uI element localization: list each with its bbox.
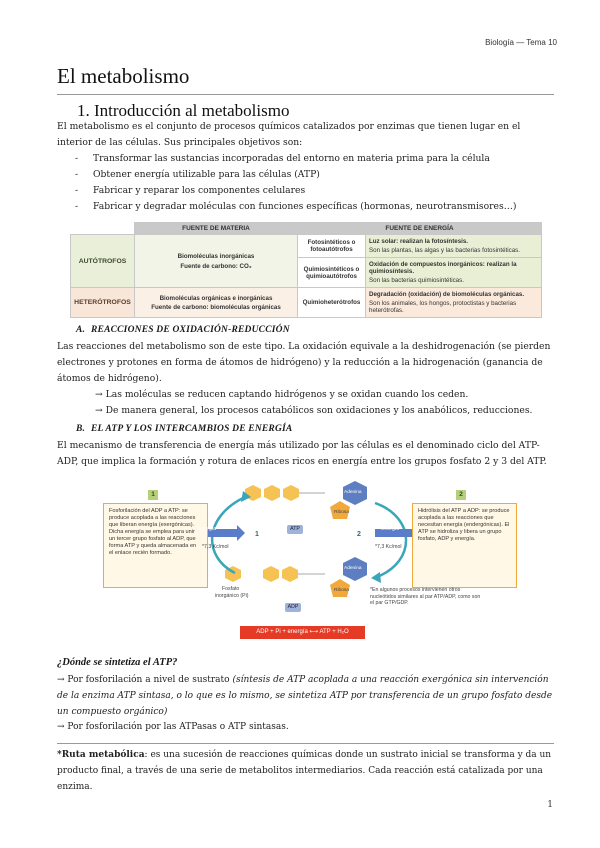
autotrofos-materia-line1: Biomoléculas inorgánicas	[177, 252, 255, 260]
section-a-title: REACCIONES DE OXIDACIÓN-REDUCCIÓN	[91, 325, 290, 335]
atp-phosphate-chain	[245, 485, 325, 501]
autotrofos-materia	[135, 235, 298, 288]
list-item: - Fabricar y degradar moléculas con funciones específicas (hormonas, neurotransmisores…)	[75, 199, 555, 215]
section-1-heading: 1. Introducción al metabolismo	[77, 101, 290, 120]
sintesis-line-1-detail: (síntesis de ATP acoplada a una reacción exergónica sin intervención de la enzima ATP sintasa, o lo que es lo mismo, se sintetiza ATP por transferencia de un grupo fosfato desde un compuesto orgánico)	[57, 675, 553, 717]
page-number: 1	[547, 800, 553, 810]
footnote	[57, 747, 557, 795]
section-a-heading	[76, 325, 290, 335]
row-header-heterotrofos: HETERÓTROFOS	[71, 288, 135, 318]
heterotrofos-materia-line1: Biomoléculas orgánicas e inorgánicas	[159, 294, 273, 302]
adp-label: ADP	[285, 603, 301, 612]
step-2-badge: 2	[456, 490, 466, 500]
kcal-left-label: *7,3 Kc/mol	[202, 544, 229, 550]
list-item: - Fabricar y reparar los componentes celulares	[75, 183, 555, 199]
section-b-letter: B.	[76, 424, 86, 434]
section-a-arrow-1: → Las moléculas se reducen captando hidrógenos y se oxidan cuando los ceden.	[95, 389, 469, 400]
atp-equation-banner: ADP + Pi + energía ⟷ ATP + H₂O	[240, 626, 365, 639]
atp-adp-cycle-diagram	[85, 477, 525, 647]
cycle-arrow-right	[375, 503, 406, 577]
sintesis-heading: ¿Dónde se sintetiza el ATP?	[57, 657, 178, 668]
fosfato-label: inorgánico (Pi)	[215, 593, 249, 599]
desc-line: Luz solar: realizan la fotosíntesis.	[369, 238, 469, 245]
atp-label: ATP	[287, 525, 303, 534]
nutrition-types-table	[70, 222, 542, 318]
adenina-bottom-label: Adenina	[344, 566, 362, 571]
section-b-title: EL ATP Y LOS INTERCAMBIOS DE ENERGÍA	[91, 424, 293, 434]
table-corner	[71, 223, 135, 235]
page-title: El metabolismo	[57, 64, 190, 88]
nucleotide-note: *En algunos procesos intervienen otros nucleótidos similares al par ATP/ADP, como son el par GTP/GDP.	[370, 587, 481, 606]
hidrolisis-box: Hidrólisis del ATP a ADP: se produce acoplada a las reacciones que necesitan energía (endergónicas). El ATP se hidroliza y libera un grupo fosfato, ADP y energía.	[412, 503, 517, 588]
list-item: - Transformar las sustancias incorporadas del entorno en materia prima para la célula	[75, 151, 555, 167]
section-b-text: El mecanismo de transferencia de energía más utilizado por las células es el denominado ciclo del ATP-ADP, que implica la formación y rotura de enlaces ricos en energía entre los grupos fosfato 2 y 3 del ATP.	[57, 440, 547, 467]
table-cell-desc	[366, 288, 542, 318]
running-header: Biología — Tema 10	[485, 38, 557, 47]
cycle-step-1: 1	[255, 531, 259, 538]
table-cell-desc	[366, 235, 542, 258]
kcal-right-label: *7,3 Kc/mol	[375, 544, 402, 550]
desc-line: Son los animales, los hongos, protoctistas y bacterias heterótrofas.	[369, 300, 517, 314]
fosforilacion-box: Fosforilación del ADP a ATP: se produce acoplada a las reacciones que liberan energía (exergónicas). Dicha energía se emplea para unir un tercer grupo fosfato al ADP, que forma ATP y queda almacenada en el enlace recién formado.	[103, 503, 208, 588]
ribosa-bottom-label: Ribosa	[334, 588, 349, 593]
sintesis-line-1	[57, 672, 557, 720]
section-a-text: Las reacciones del metabolismo son de este tipo. La oxidación equivale a la deshidrogenación (se pierden electrones y protones en forma de átomos de hidrógeno) y la reducción a la hidrogenación (ganancia de átomos de hidrógeno).	[57, 341, 551, 384]
table-cell-type: Quimioheterótrofos	[298, 288, 366, 318]
row-header-autotrofos: AUTÓTROFOS	[71, 235, 135, 288]
col-header-materia: FUENTE DE MATERIA	[135, 223, 298, 235]
ribosa-top-label: Ribosa	[334, 510, 349, 515]
heterotrofos-materia-line2: Fuente de carbono: biomoléculas orgánicas	[151, 303, 281, 311]
sintesis-line-2: → Por fosforilación por las ATPasas o ATP sintasas.	[57, 722, 289, 732]
footnote-divider	[57, 743, 554, 744]
section-b-heading	[76, 424, 292, 434]
desc-line: Son las bacterias quimiosintéticas.	[369, 277, 464, 284]
section-a-letter: A.	[76, 325, 86, 335]
footnote-term: *Ruta metabólica	[57, 750, 145, 760]
adp-phosphate-chain	[263, 566, 325, 582]
table-cell-desc	[366, 258, 542, 288]
table-cell-type: Quimiosintéticos o quimioautótrofos	[298, 258, 366, 288]
desc-line: Son las plantas, las algas y las bacterias fotosintéticas.	[369, 247, 520, 254]
cycle-arrowhead-right	[371, 572, 381, 583]
autotrofos-materia-line2: Fuente de carbono: CO₂	[180, 262, 252, 270]
section-1-intro: El metabolismo es el conjunto de procesos químicos catalizados por enzimas que tienen lugar en el interior de las células. Sus principales objetivos son:	[57, 121, 521, 148]
desc-line: Oxidación de compuestos inorgánicos: realizan la quimiosíntesis.	[369, 261, 517, 275]
adenina-top-label: Adenina	[344, 490, 362, 495]
title-divider	[57, 94, 554, 95]
footnote-text: : es una sucesión de reacciones químicas donde un sustrato inicial se transforma y da un producto final, a través de una serie de metabolitos intermediarios. Cada reacción está catalizada por una enzima.	[57, 750, 552, 792]
heterotrofos-materia	[135, 288, 298, 318]
objectives-list	[75, 151, 555, 215]
step-1-badge: 1	[148, 490, 158, 500]
list-item: - Obtener energía utilizable para las células (ATP)	[75, 167, 555, 183]
cycle-step-2: 2	[357, 531, 361, 538]
fosfato-label: Fosfato	[222, 586, 240, 592]
col-header-energia: FUENTE DE ENERGÍA	[298, 223, 542, 235]
table-cell-type: Fotosintéticos o fotoautótrofos	[298, 235, 366, 258]
section-a-arrow-2: → De manera general, los procesos catabólicos son oxidaciones y los anabólicos, reducciones.	[95, 405, 533, 416]
energia-right-label: Energía	[381, 526, 400, 532]
desc-line: Degradación (oxidación) de biomoléculas orgánicas.	[369, 291, 525, 298]
sintesis-line-1-prefix: → Por fosforilación a nivel de sustrato	[57, 675, 233, 685]
energia-left-label: Energía	[198, 526, 217, 532]
